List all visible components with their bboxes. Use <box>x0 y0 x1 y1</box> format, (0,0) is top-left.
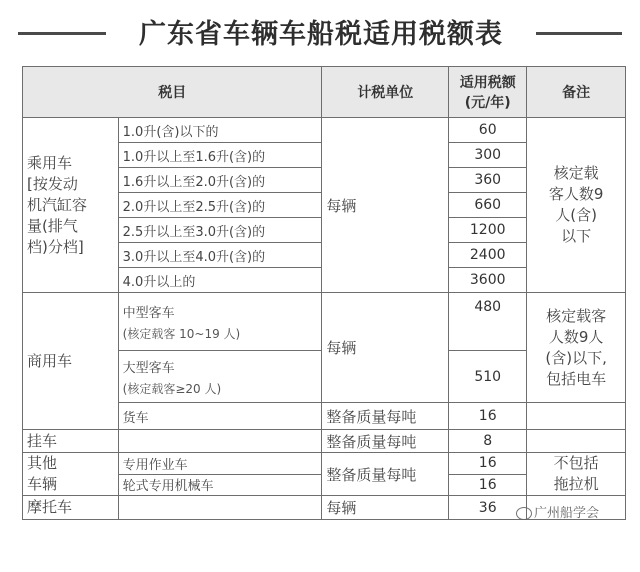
wechat-icon <box>516 507 532 520</box>
mid-bus-cell <box>118 293 322 351</box>
passenger-unit: 每辆 <box>322 118 449 293</box>
passenger-sub-label: 4.0升以上的 <box>118 268 322 293</box>
passenger-sub-label: 1.0升(含)以下的 <box>118 118 322 143</box>
large-bus-capacity: (核定载客≥20 人) <box>122 381 222 396</box>
trailer-note <box>527 430 626 453</box>
passenger-category-line: 乘用车 <box>27 153 73 172</box>
motorcycle-rate: 36 <box>449 496 527 520</box>
header-rate <box>449 67 527 118</box>
other-category-line: 车辆 <box>27 475 58 493</box>
bus-note-line: 核定载客 <box>546 306 607 325</box>
title-rule-left <box>18 32 106 35</box>
truck-rate: 16 <box>449 403 527 430</box>
commercial-category: 商用车 <box>23 293 119 430</box>
other-rate: 16 <box>449 474 527 496</box>
passenger-rate: 300 <box>449 143 527 168</box>
bus-note <box>527 293 626 403</box>
truck-unit: 整备质量每吨 <box>322 403 449 430</box>
trailer-sub <box>118 430 322 453</box>
header-unit: 计税单位 <box>322 67 449 118</box>
passenger-rate: 660 <box>449 193 527 218</box>
truck-label: 货车 <box>118 403 322 430</box>
header-rate-line2: (元/年) <box>464 95 511 111</box>
passenger-rate: 60 <box>449 118 527 143</box>
passenger-sub-label: 2.0升以上至2.5升(含)的 <box>118 193 322 218</box>
motorcycle-unit: 每辆 <box>322 496 449 520</box>
passenger-note-line: 核定载 <box>553 164 599 182</box>
bus-note-line: (含)以下, <box>545 348 607 367</box>
passenger-sub-label: 3.0升以上至4.0升(含)的 <box>118 243 322 268</box>
other-category <box>23 453 119 496</box>
page-title: 广东省车辆车船税适用税额表 <box>139 19 503 50</box>
passenger-note <box>527 118 626 293</box>
other-sub-label: 轮式专用机械车 <box>118 474 322 496</box>
table-row <box>23 118 626 143</box>
large-bus-cell <box>118 351 322 403</box>
truck-note <box>527 403 626 430</box>
other-category-line: 其他 <box>27 454 58 472</box>
watermark-text: 广州船学会 <box>534 506 600 521</box>
passenger-note-line: 以下 <box>561 227 592 245</box>
passenger-rate: 1200 <box>449 218 527 243</box>
header-item: 税目 <box>23 67 322 118</box>
passenger-category <box>23 118 119 293</box>
passenger-category-line: 量(排气 <box>27 216 78 235</box>
passenger-rate: 2400 <box>449 243 527 268</box>
large-bus-rate: 510 <box>449 351 527 403</box>
passenger-category-line: [按发动 <box>27 174 78 193</box>
table-row <box>23 293 626 351</box>
passenger-category-line: 机汽缸容 <box>27 195 88 214</box>
other-rate: 16 <box>449 453 527 475</box>
trailer-rate: 8 <box>449 430 527 453</box>
bus-note-line: 人数9人 <box>548 327 604 346</box>
motorcycle-sub <box>118 496 322 520</box>
mid-bus-label: 中型客车 <box>122 305 175 321</box>
watermark <box>516 502 599 521</box>
other-sub-label: 专用作业车 <box>118 453 322 475</box>
other-unit: 整备质量每吨 <box>322 453 449 496</box>
bus-note-line: 包括电车 <box>546 369 607 388</box>
other-note-line: 不包括 <box>553 454 599 472</box>
mid-bus-capacity: (核定载客 10~19 人) <box>122 326 241 341</box>
passenger-note-line: 客人数9 <box>548 185 604 203</box>
passenger-sub-label: 1.6升以上至2.0升(含)的 <box>118 168 322 193</box>
passenger-category-line: 档)分档] <box>27 237 84 256</box>
header-row <box>23 67 626 118</box>
passenger-sub-label: 1.0升以上至1.6升(含)的 <box>118 143 322 168</box>
trailer-unit: 整备质量每吨 <box>322 430 449 453</box>
motorcycle-category: 摩托车 <box>23 496 119 520</box>
header-note: 备注 <box>527 67 626 118</box>
title-bar <box>0 0 640 62</box>
table-row <box>23 453 626 475</box>
other-note-line: 拖拉机 <box>553 475 599 493</box>
passenger-rate: 360 <box>449 168 527 193</box>
passenger-note-line: 人(含) <box>555 206 597 224</box>
mid-bus-rate: 480 <box>449 293 527 351</box>
bus-unit: 每辆 <box>322 293 449 403</box>
title-rule-right <box>536 32 622 35</box>
tax-rate-table <box>22 66 626 520</box>
passenger-rate: 3600 <box>449 268 527 293</box>
large-bus-label: 大型客车 <box>122 360 175 376</box>
trailer-category: 挂车 <box>23 430 119 453</box>
passenger-sub-label: 2.5升以上至3.0升(含)的 <box>118 218 322 243</box>
table-row <box>23 430 626 453</box>
other-note <box>527 453 626 496</box>
header-rate-line1: 适用税额 <box>459 75 516 91</box>
